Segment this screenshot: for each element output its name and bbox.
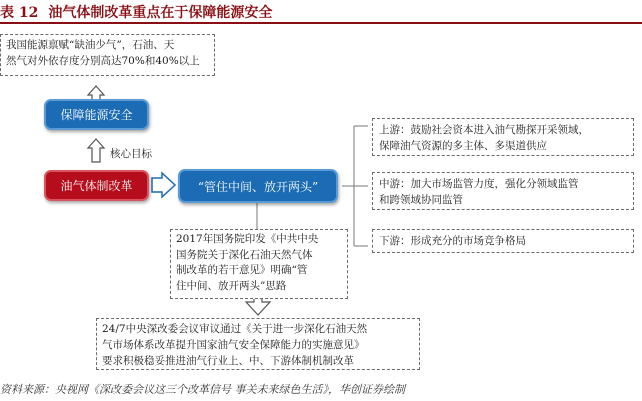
midstream-segment: 中游：加大市场监管力度，强化分领域监管 和跨领域协同监管 [372,172,634,210]
figure-title-text: 油气体制改革重点在于保障能源安全 [48,5,273,21]
core-goal-label: 核心目标 [110,148,152,160]
source-note: 资料来源：央视网《深改委会议这三个改革信号 事关未来绿色生活》，华创证券绘制 [0,383,405,396]
energy-security-box: 保障能源安全 [44,99,149,130]
up-arrow-2 [88,139,104,162]
downstream-segment: 下游：形成充分的市场竞争格局 [372,229,634,253]
segments-bracket [342,126,368,246]
figure-number: 表 12 [0,5,39,21]
opinion-2017-box: 2017年国务院印发《中共中央 国务院关于深化石油天然气体 制改革的若干意见》明确“管 住中间、放开两头”思路 [170,229,348,299]
reform-box: 油气体制改革 [44,170,149,201]
right-arrow [152,173,175,197]
meeting-24-7-box: 24/7中央深改委会议审议通过《关于进一步深化石油天然 气市场体系改革提升国家油气安全保障能力的实施意见》 要求积极稳妥推进油气行业上、中、下游体制机制改革 [96,318,420,370]
principle-box: “管住中间、放开两头” [178,169,338,203]
upstream-segment: 上游：鼓励社会资本进入油气勘探开采领域， 保障油气资源的多主体、多渠道供应 [372,118,634,156]
background-box: 我国能源禀赋“缺油少气”，石油、天 然气对外依存度分别高达70%和40%以上 [0,34,215,76]
